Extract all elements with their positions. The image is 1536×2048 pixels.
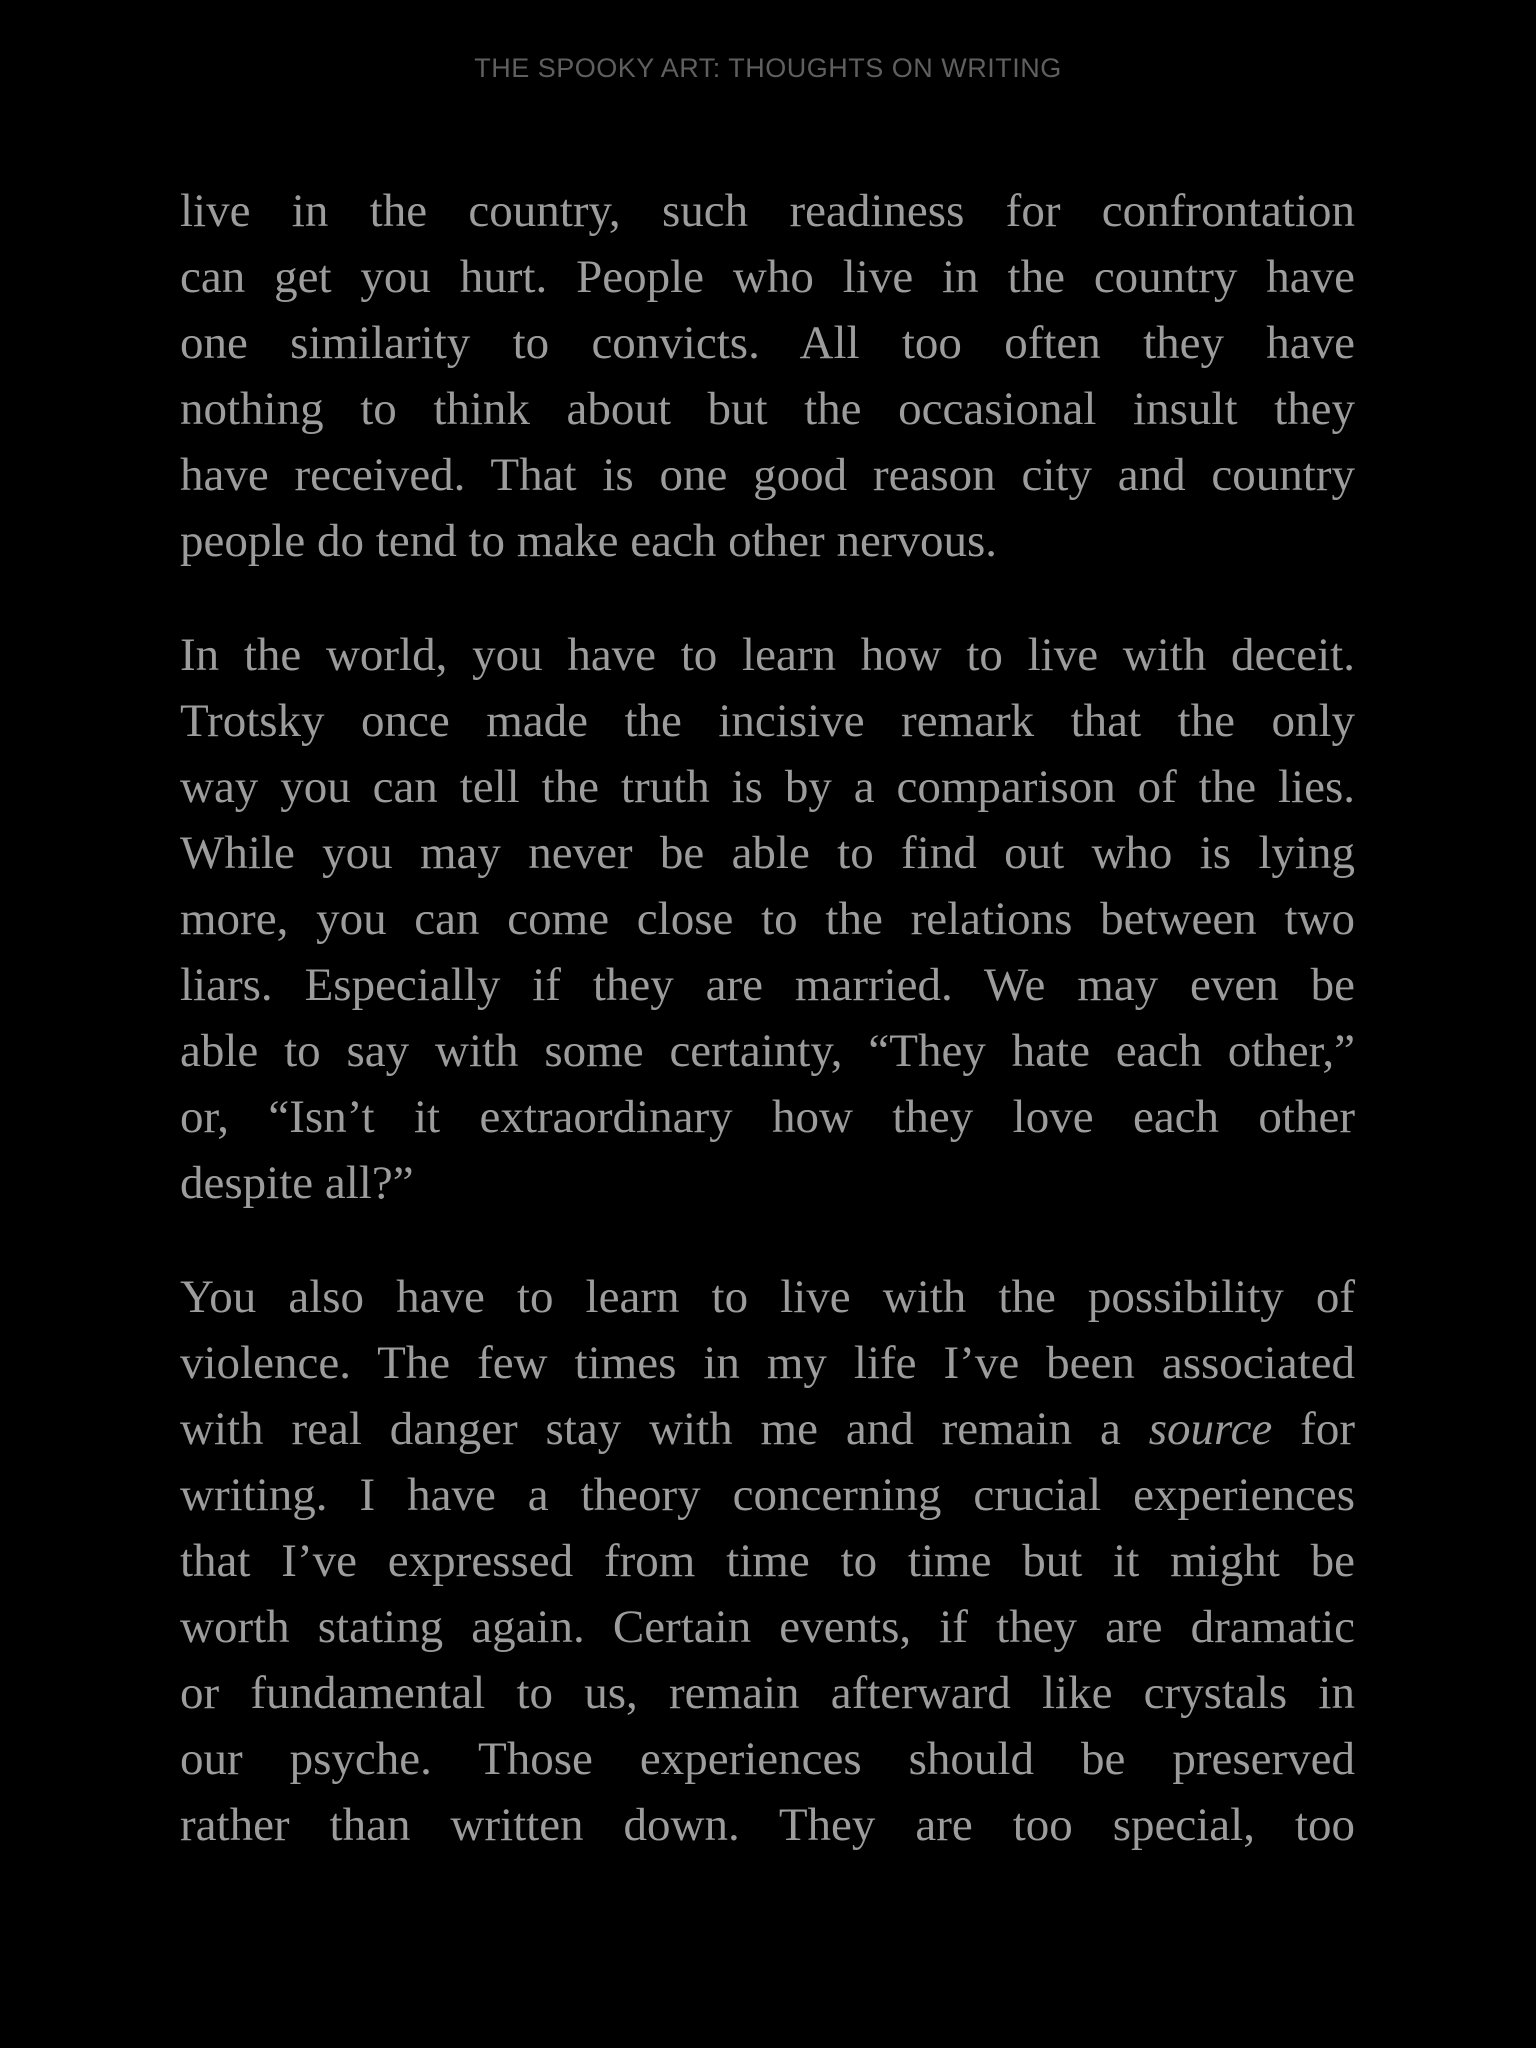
text-line: or, “Isn’t it extraordinary how they love each other — [180, 1091, 1355, 1143]
text-line: people do tend to make each other nervous. — [180, 515, 997, 567]
paragraph-3 — [180, 1264, 1355, 1858]
text-line: can get you hurt. People who live in the country have — [180, 251, 1355, 303]
text-line: have received. That is one good reason city and country — [180, 449, 1355, 501]
text-line-with-italic — [180, 1396, 1355, 1462]
text-line: or fundamental to us, remain afterward like crystals in — [180, 1667, 1355, 1719]
text-line: In the world, you have to learn how to live with deceit. — [180, 629, 1355, 681]
text-line: rather than written down. They are too special, too — [180, 1799, 1355, 1851]
text-line: violence. The few times in my life I’ve been associated — [180, 1337, 1355, 1389]
book-text — [180, 178, 1355, 1906]
italic-word: source — [1148, 1403, 1273, 1455]
paragraph-2 — [180, 622, 1355, 1216]
text-line: one similarity to convicts. All too often they have — [180, 317, 1355, 369]
text-line: writing. I have a theory concerning crucial experiences — [180, 1469, 1355, 1521]
text-line: While you may never be able to find out who is lying — [180, 827, 1355, 879]
paragraph-1 — [180, 178, 1355, 574]
text-line: that I’ve expressed from time to time but it might be — [180, 1535, 1355, 1587]
text-line: able to say with some certainty, “They hate each other,” — [180, 1025, 1355, 1077]
text-line: Trotsky once made the incisive remark that the only — [180, 695, 1355, 747]
text-line: our psyche. Those experiences should be preserved — [180, 1733, 1355, 1785]
text-line: worth stating again. Certain events, if they are dramatic — [180, 1601, 1355, 1653]
text-line: live in the country, such readiness for confrontation — [180, 185, 1355, 237]
text-line: way you can tell the truth is by a comparison of the lies. — [180, 761, 1355, 813]
text-line: despite all?” — [180, 1157, 414, 1209]
text-line: liars. Especially if they are married. We may even be — [180, 959, 1355, 1011]
text-segment: for — [1272, 1403, 1355, 1455]
text-line: nothing to think about but the occasional insult they — [180, 383, 1355, 435]
text-segment: with real danger stay with me and remain a — [180, 1403, 1149, 1455]
text-line: You also have to learn to live with the possibility of — [180, 1271, 1355, 1323]
text-line: more, you can come close to the relations between two — [180, 893, 1355, 945]
running-header: THE SPOOKY ART: THOUGHTS ON WRITING — [474, 53, 1062, 83]
